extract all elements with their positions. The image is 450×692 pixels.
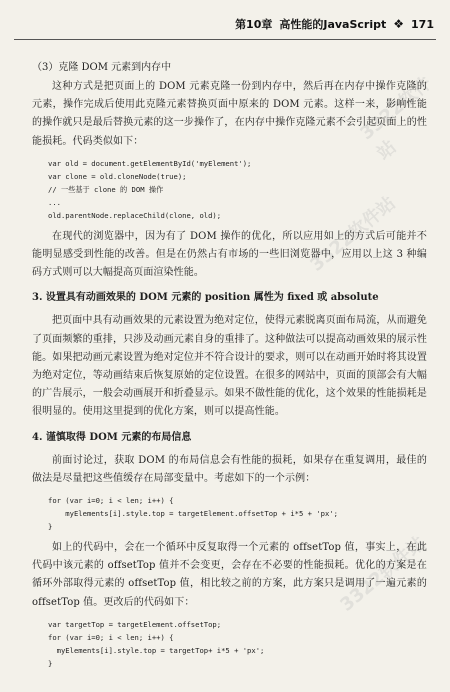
header-divider bbox=[14, 39, 436, 40]
chapter-title: 高性能的JavaScript bbox=[279, 18, 387, 31]
section-heading: 4. 谨慎取得 DOM 元素的布局信息 bbox=[32, 431, 192, 443]
page-number: 171 bbox=[411, 17, 434, 31]
subsection-heading: （3）克隆 DOM 元素到内存中 bbox=[32, 62, 172, 73]
watermark: 3322软件站 bbox=[306, 192, 400, 276]
chapter-label: 第10章 bbox=[235, 18, 273, 31]
paragraph: 这种方式是把页面上的 DOM 元素克隆一份到内存中，然后再在内存中操作克隆的元素，操作完成后使用此克隆元素替换页面中原来的 DOM 元素。这样一来，影响性能的操作就只是最后替换元素的这一步操作了，在内存中操作克隆元素不会引起页面上的性能损耗。代码类似如下： bbox=[32, 81, 427, 147]
paragraph: 如上的代码中，会在一个循环中反复取得一个元素的 offsetTop 值，事实上，在此代码中该元素的 offsetTop 值并不会变更，会存在不必要的性能损耗。优化的方案是在循环外部取得元素的 offsetTop 值，相比较之前的方案，此方案只是调用了一遍元素的 offsetTop 值。更改后的代码如下： bbox=[32, 542, 427, 608]
page-body bbox=[32, 60, 427, 676]
paragraph: 把页面中具有动画效果的元素设置为绝对定位，使得元素脱离页面布局流，从而避免了页面频繁的重排，只涉及动画元素自身的重排了。这种做法可以提高动画效果的展示性能。如果把动画元素设置为绝对定位并不符合设计的要求，则可以在动画开始时将其设置为绝对定位，等动画结束后恢复原始的定位设置。在很多的网站中，页面的顶部会有大幅的广告展示，一般会动画展开和折叠显示。如果不做性能的优化，这个效果的性能损耗是很明显的。使用这里提到的优化方案，则可以提高性能。 bbox=[32, 315, 427, 418]
section-heading: 3. 设置具有动画效果的 DOM 元素的 position 属性为 fixed 或 absolute bbox=[32, 292, 379, 304]
paragraph: 前面讨论过，获取 DOM 的布局信息会有性能的损耗，如果存在重复调用，最佳的做法是尽量把这些值缓存在局部变量中。考虑如下的一个示例： bbox=[32, 454, 427, 484]
code-block: var old = document.getElementById('myElement'); var clone = old.cloneNode(true); // 一些基于 clone 的 DOM 操作 ... old.parentNode.replaceChild(clone, old); bbox=[48, 158, 252, 220]
page-header bbox=[235, 16, 434, 32]
code-block: for (var i=0; i < len; i++) { myElements[i].style.top = targetElement.offsetTop + i*5 + 'px'; } bbox=[48, 496, 338, 532]
watermark: 3322软件站 bbox=[336, 532, 430, 616]
diamond-icon: ❖ bbox=[393, 17, 405, 31]
code-block: var targetTop = targetElement.offsetTop; for (var i=0; i < len; i++) { myElements[i].style.top = targetTop+ i*5 + 'px'; } bbox=[48, 619, 265, 668]
watermark: 3322软件站 bbox=[356, 72, 436, 165]
paragraph: 在现代的浏览器中，因为有了 DOM 操作的优化，所以应用如上的方式后可能并不能明显感受到性能的改善。但是在仍然占有市场的一些旧浏览器中，应用以上这 3 种编码方式则可以大幅提高页面渲染性能。 bbox=[32, 230, 427, 279]
